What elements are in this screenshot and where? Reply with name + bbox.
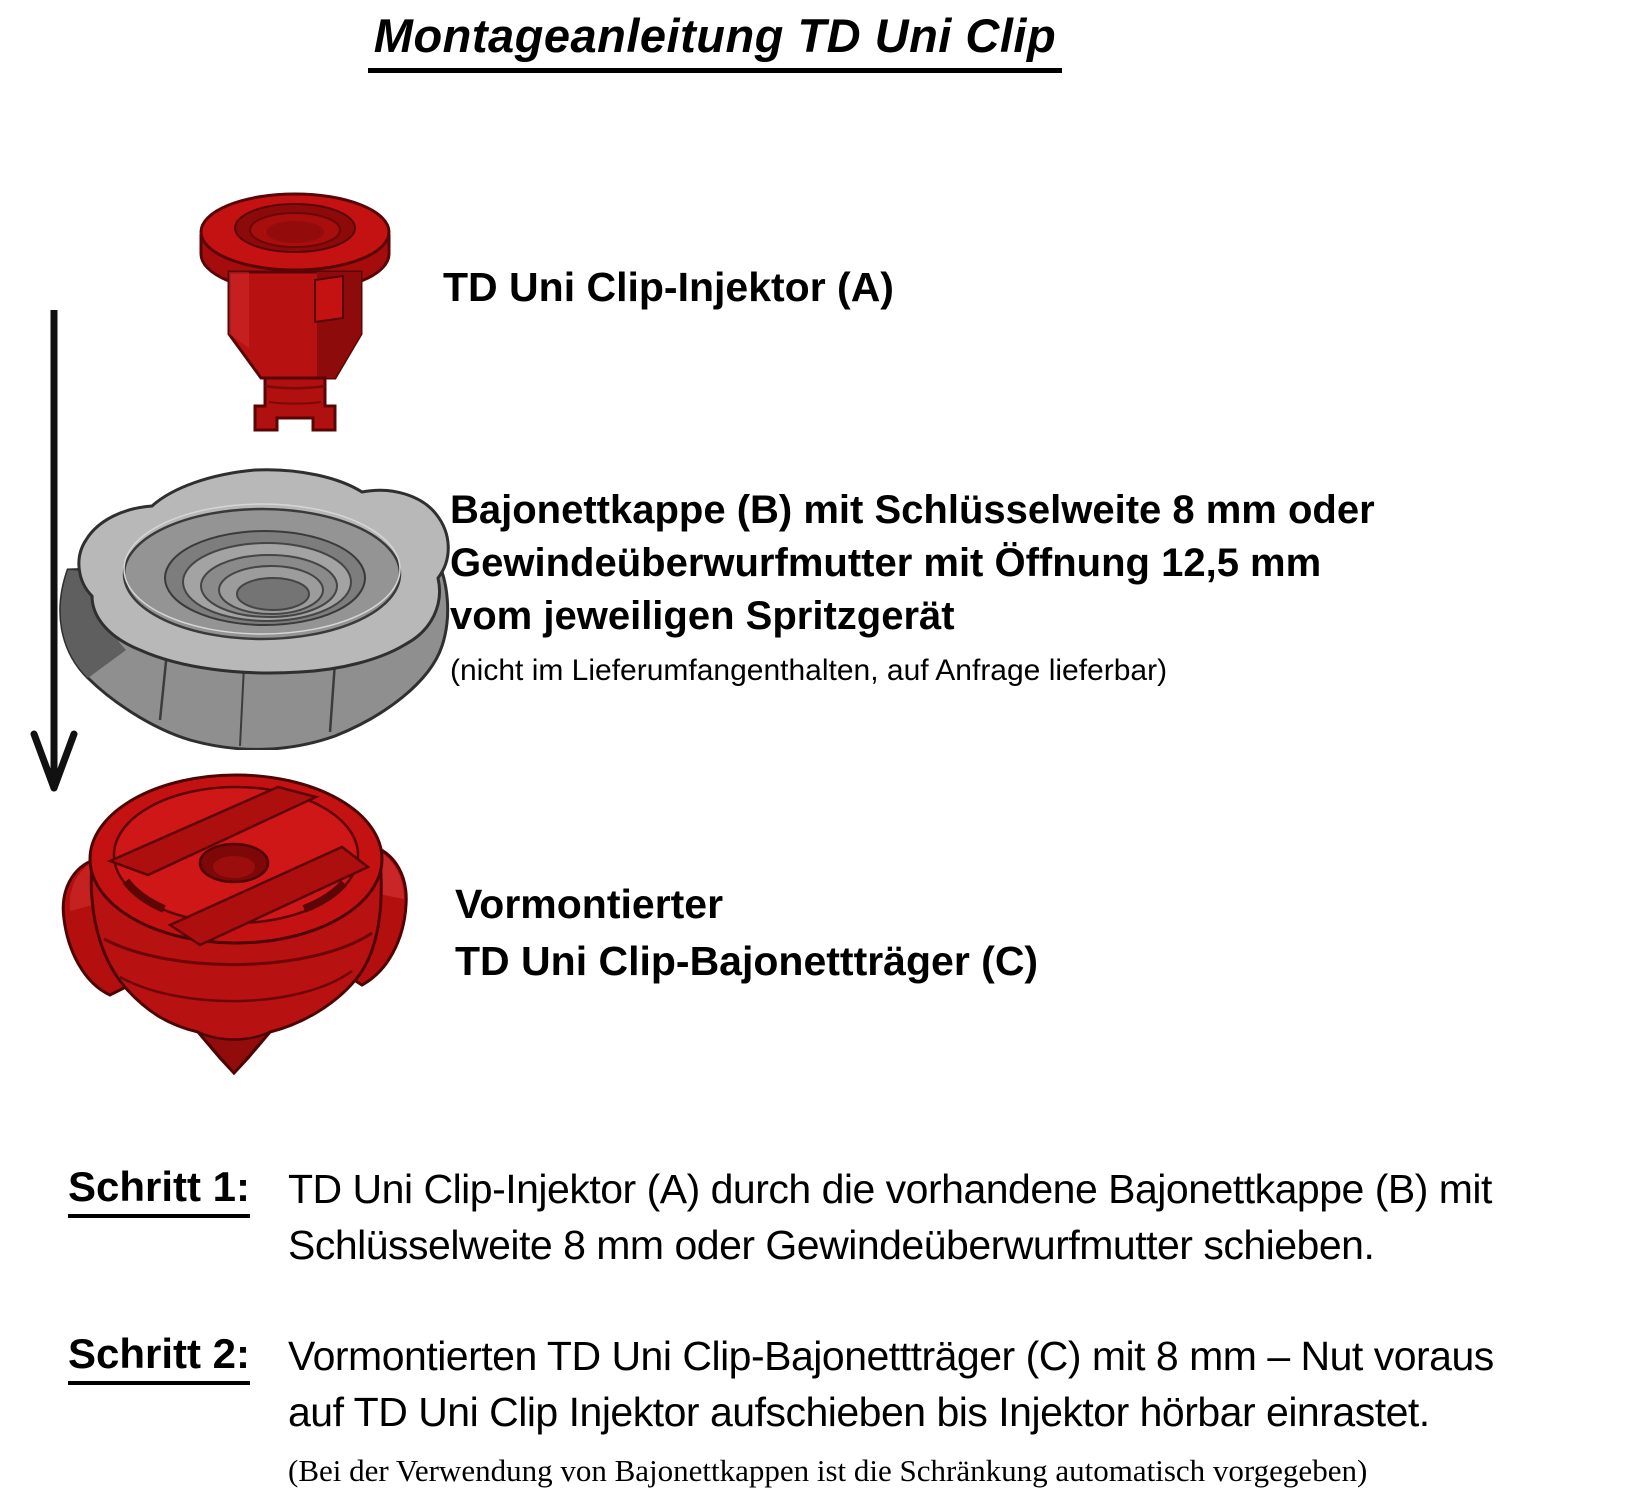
part-c-label-block bbox=[455, 876, 1038, 990]
step-2-label: Schritt 2: bbox=[68, 1330, 250, 1385]
step-2-line: auf TD Uni Clip Injektor aufschieben bis Injektor hörbar einrastet. bbox=[288, 1389, 1430, 1435]
part-a-label: TD Uni Clip-Injektor (A) bbox=[443, 264, 894, 310]
page-title: Montageanleitung TD Uni Clip bbox=[368, 8, 1062, 73]
part-c-label-line: Vormontierter bbox=[455, 881, 724, 927]
injector-part-illustration bbox=[165, 186, 430, 442]
step-1-label: Schritt 1: bbox=[68, 1163, 250, 1218]
bayonet-cap-illustration bbox=[40, 452, 470, 750]
part-b-label-line: Gewindeüberwurfmutter mit Öffnung 12,5 mm bbox=[450, 541, 1322, 585]
bayonet-carrier-illustration bbox=[52, 743, 416, 1083]
part-b-availability-note: (nicht im Lieferumfangenthalten, auf Anfrage lieferbar) bbox=[450, 654, 1168, 687]
step-2-instructions bbox=[288, 1328, 1494, 1496]
part-c-label-line: TD Uni Clip-Bajonettträger (C) bbox=[455, 938, 1039, 984]
part-b-label-line: vom jeweiligen Spritzgerät bbox=[450, 594, 955, 638]
part-b-label-line: Bajonettkappe (B) mit Schlüsselweite 8 mm oder bbox=[450, 488, 1375, 532]
title-row bbox=[0, 8, 1430, 73]
step-1-line: TD Uni Clip-Injektor (A) durch die vorhandene Bajonettkappe (B) mit bbox=[288, 1166, 1492, 1212]
step-2-note: (Bei der Verwendung von Bajonettkappen ist die Schränkung automatisch vorgegeben) bbox=[288, 1453, 1368, 1488]
part-b-label-block bbox=[450, 484, 1375, 688]
step-1-line: Schlüsselweite 8 mm oder Gewindeüberwurfmutter schieben. bbox=[288, 1222, 1375, 1268]
step-2-line: Vormontierten TD Uni Clip-Bajonettträger (C) mit 8 mm – Nut voraus bbox=[288, 1333, 1494, 1379]
step-1-instructions bbox=[288, 1161, 1492, 1273]
